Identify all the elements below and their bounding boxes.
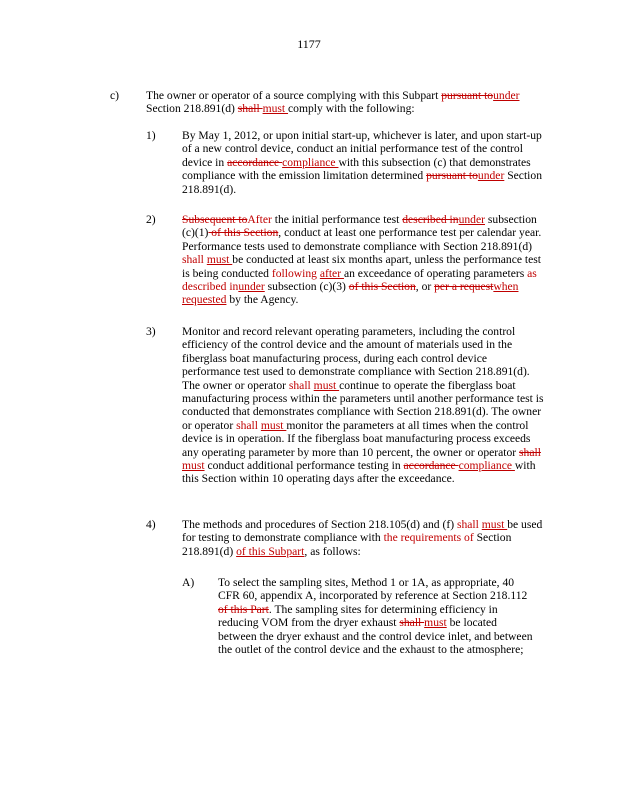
item-2-label: 2) (146, 213, 156, 226)
item-4-label: 4) (146, 518, 156, 531)
item-2-text: Subsequent toAfter the initial performance test described inunder subsection (c)(1) of this Section, conduct at least one performance test per calendar year. Performance tests used to demonstrate compliance with Section 218.891(d) shall must be conducted at least six months apart, unless the performance test is being conducted following after an exceedance of operating parameters as described inunder subsection (c)(3) of this Section, or per a requestwhen requested by the Agency. (182, 213, 542, 307)
item-1-label: 1) (146, 129, 156, 142)
item-3-label: 3) (146, 325, 156, 338)
item-c-label: c) (110, 89, 120, 102)
item-1-text: By May 1, 2012, or upon initial start-up, whichever is later, and upon start-up of a new control device, conduct an initial performance test of the control device in accordance compliance with this subsection (c) that demonstrates compliance with the emission limitation determined pursuant tounder Section 218.891(d). (182, 129, 542, 196)
item-4-text: The methods and procedures of Section 218.105(d) and (f) shall must be used for testing to demonstrate compliance with the requirements of Section 218.891(d) of this Subpart, as follows: (182, 518, 543, 558)
item-A-label: A) (182, 576, 195, 589)
page-number: 1177 (297, 37, 321, 51)
item-c-text: The owner or operator of a source complying with this Subpart pursuant tounder Section 218.891(d) shall must comply with the following: (146, 89, 520, 116)
item-A-text: To select the sampling sites, Method 1 or 1A, as appropriate, 40 CFR 60, appendix A, incorporated by reference at Section 218.112 of this Part. The sampling sites for determining efficiency in reducing VOM from the dryer exhaust shall must be located between the dryer exhaust and the control device inlet, and between the outlet of the control device and the exhaust to the atmosphere; (218, 576, 533, 657)
item-3-text: Monitor and record relevant operating parameters, including the control efficiency of the control device and the amount of materials used in the fiberglass boat manufacturing process, during each control device performance test used to demonstrate compliance with Section 218.891(d). The owner or operator shall must continue to operate the fiberglass boat manufacturing process within the parameters until another performance test is conducted that demonstrates compliance with Section 218.891(d). The owner or operator shall must monitor the parameters at all times when the control device is in operation. If the fiberglass boat manufacturing process exceeds any operating parameter by more than 10 percent, the owner or operator shall must conduct additional performance testing in accordance compliance with this Section within 10 operating days after the exceedance. (182, 325, 544, 486)
